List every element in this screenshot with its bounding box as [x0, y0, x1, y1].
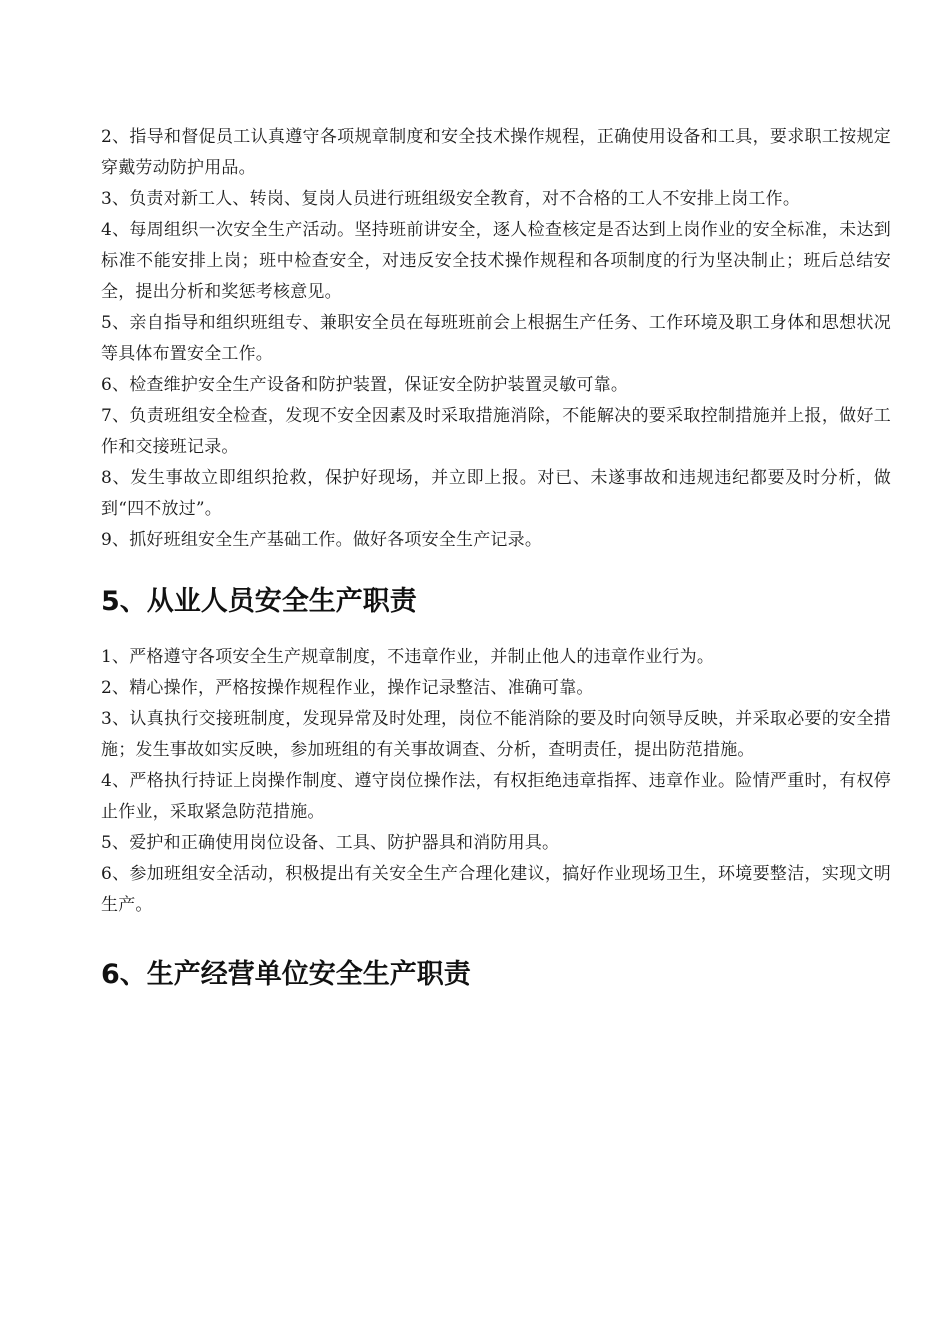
list-item: 1、严格遵守各项安全生产规章制度，不违章作业，并制止他人的违章作业行为。 [101, 647, 715, 667]
list-item: 5、亲自指导和组织班组专、兼职安全员在每班班前会上根据生产任务、工作环境及职工身体和思想状况等具体布置安全工作。 [101, 313, 891, 364]
section-heading-5: 5、从业人员安全生产职责 [101, 586, 417, 617]
list-item: 6、检查维护安全生产设备和防护装置，保证安全防护装置灵敏可靠。 [101, 375, 629, 395]
list-item: 8、发生事故立即组织抢救，保护好现场，并立即上报。对已、未遂事故和违规违纪都要及时分析，做到“四不放过”。 [101, 468, 891, 519]
list-item: 2、指导和督促员工认真遵守各项规章制度和安全技术操作规程，正确使用设备和工具，要求职工按规定穿戴劳动防护用品。 [101, 127, 891, 178]
list-item: 9、抓好班组安全生产基础工作。做好各项安全生产记录。 [101, 530, 543, 550]
section4-list [101, 122, 891, 556]
list-item: 3、认真执行交接班制度，发现异常及时处理，岗位不能消除的要及时向领导反映，并采取必要的安全措施；发生事故如实反映，参加班组的有关事故调查、分析，查明责任，提出防范措施。 [101, 709, 891, 760]
section5-list [101, 642, 891, 921]
list-item: 3、负责对新工人、转岗、复岗人员进行班组级安全教育，对不合格的工人不安排上岗工作。 [101, 189, 801, 209]
list-item: 5、爱护和正确使用岗位设备、工具、防护器具和消防用具。 [101, 833, 560, 853]
document-body [101, 122, 891, 995]
list-item: 7、负责班组安全检查，发现不安全因素及时采取措施消除，不能解决的要采取控制措施并上报，做好工作和交接班记录。 [101, 406, 891, 457]
section-heading-6: 6、生产经营单位安全生产职责 [101, 959, 471, 990]
list-item: 6、参加班组安全活动，积极提出有关安全生产合理化建议，搞好作业现场卫生，环境要整洁，实现文明生产。 [101, 864, 891, 915]
list-item: 2、精心操作，严格按操作规程作业，操作记录整洁、准确可靠。 [101, 678, 594, 698]
list-item: 4、每周组织一次安全生产活动。坚持班前讲安全，逐人检查核定是否达到上岗作业的安全标准，未达到标准不能安排上岗；班中检查安全，对违反安全技术操作规程和各项制度的行为坚决制止；班后总结安全，提出分析和奖惩考核意见。 [101, 220, 891, 302]
list-item: 4、严格执行持证上岗操作制度、遵守岗位操作法，有权拒绝违章指挥、违章作业。险情严重时，有权停止作业，采取紧急防范措施。 [101, 771, 891, 822]
